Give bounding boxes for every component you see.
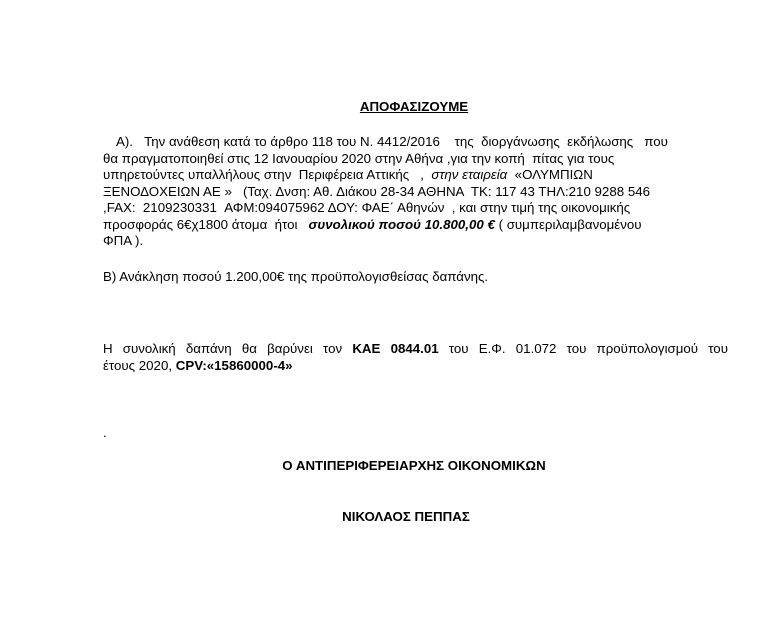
expense-text-1: Η συνολική δαπάνη θα βαρύνει τον: [103, 341, 353, 356]
total-amount: συνολικού ποσού 10.800,00 €: [308, 216, 495, 232]
expense-text-2: του Ε.Φ. 01.072 του προϋπολογισμού του: [438, 341, 728, 356]
section-a-text-1: Την ανάθεση κατά το άρθρο 118 του Ν. 4412/2016 της διοργάνωσης εκδήλωσης που: [144, 134, 668, 149]
decision-heading: ΑΠΟΦΑΣΙΖΟΥΜΕ: [359, 99, 469, 114]
section-a-line-3: [103, 167, 728, 184]
expense-line-1: [103, 341, 728, 358]
company-label-italic: στην εταιρεία: [431, 167, 508, 182]
section-b-paragraph: Β) Ανάκληση ποσού 1.200,00€ της προϋπολογισθείσας δαπάνης.: [103, 269, 489, 284]
cpv-code: CPV:«15860000-4»: [175, 357, 293, 373]
expense-year: έτους 2020,: [103, 357, 176, 373]
stray-period: .: [103, 425, 107, 440]
section-a-line-4: ΞΕΝΟΔΟΧΕΙΩΝ ΑΕ » (Ταχ. Δνση: Αθ. Διάκου 28-34 ΑΘΗΝΑ ΤΚ: 117 43 ΤΗΛ:210 9288 546: [103, 183, 651, 199]
section-a-label: Α).: [116, 134, 133, 149]
section-a-text-3: υπηρετούντες υπαλλήλους στην Περιφέρεια Αττικής ,: [103, 167, 424, 182]
signatory-title: Ο ΑΝΤΙΠΕΡΙΦΕΡΕΙΑΡΧΗΣ ΟΙΚΟΝΟΜΙΚΩΝ: [282, 458, 546, 473]
expense-line-2: [103, 358, 728, 375]
section-a-line-5: ,FAX: 2109230331 ΑΦΜ:094075962 ΔΟΥ: ΦΑΕ΄ Αθηνών , και στην τιμή της οικονομικής: [103, 200, 631, 215]
section-a-line-6: [103, 217, 728, 234]
section-a-text-6: προσφοράς 6€χ1800 άτομα ήτοι: [103, 216, 298, 232]
vat-note: ( συμπεριλαμβανομένου: [494, 216, 642, 232]
section-a-line-1: [103, 134, 728, 151]
section-a-line-2: θα πραγματοποιηθεί στις 12 Ιανουαρίου 2020 στην Αθήνα ,για την κοπή πίτας για τους: [103, 150, 615, 166]
section-a-line-7: ΦΠΑ ).: [103, 233, 144, 248]
company-name-start: «ΟΛΥΜΠΙΩΝ: [507, 167, 593, 182]
section-a-paragraph: [103, 134, 728, 250]
kae-code: ΚΑΕ 0844.01: [352, 341, 439, 356]
signatory-name: ΝΙΚΟΛΑΟΣ ΠΕΠΠΑΣ: [342, 509, 470, 524]
expense-paragraph: [103, 341, 728, 374]
